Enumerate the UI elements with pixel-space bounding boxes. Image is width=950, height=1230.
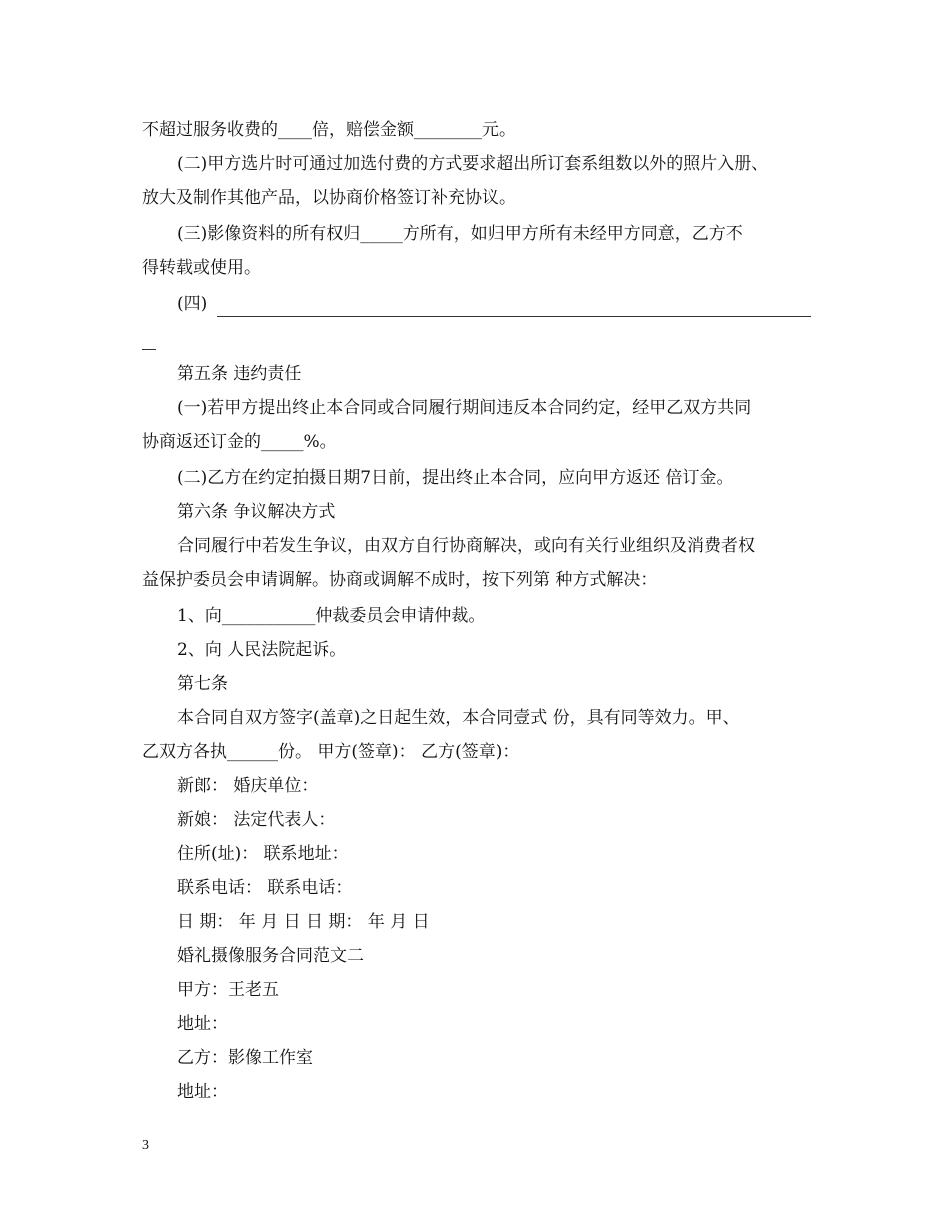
page-number: 3 [142,1138,149,1153]
text-line: 得转载或使用。 [142,258,261,278]
address-line: 地址： [177,1082,228,1102]
text-line: 乙双方各执______份。 甲方(签章)： 乙方(签章)： [142,742,520,762]
article-heading: 第五条 违约责任 [177,364,302,384]
article-heading: 第六条 争议解决方式 [177,502,336,522]
text-line: (三)影像资料的所有权归_____方所有，如归甲方所有未经甲方同意，乙方不 [177,224,743,244]
text-line: 2、向 人民法院起诉。 [177,640,347,660]
signature-field-line: 住所(址)： 联系地址： [177,844,349,864]
text-line: 合同履行中若发生争议，由双方自行协商解决，或向有关行业组织及消费者权 [177,536,755,556]
text-line: 1、向___________仲裁委员会申请仲裁。 [177,606,486,626]
article-heading: 第七条 [177,674,228,694]
text-line: (四) [177,294,208,314]
text-line: (一)若甲方提出终止本合同或合同履行期间违反本合同约定，经甲乙双方共同 [177,398,752,418]
signature-field-line: 联系电话： 联系电话： [177,878,353,898]
text-line: (二)乙方在约定拍摄日期7日前，提出终止本合同，应向甲方返还 倍订金。 [177,468,734,488]
address-line: 地址： [177,1014,228,1034]
blank-fill-line-continued [142,349,156,350]
signature-field-line: 日 期： 年 月 日 日 期： 年 月 日 [177,912,430,932]
signature-field-line: 新郎： 婚庆单位： [177,776,319,796]
text-line: 本合同自双方签字(盖章)之日起生效，本合同壹式 份，具有同等效力。甲、 [177,708,740,728]
signature-field-line: 新娘： 法定代表人： [177,810,336,830]
text-line: 放大及制作其他产品，以协商价格签订补充协议。 [142,188,516,208]
text-line: 不超过服务收费的____倍，赔偿金额________元。 [142,120,516,140]
party-a-line: 甲方：王老五 [177,980,279,1000]
party-b-line: 乙方：影像工作室 [177,1048,313,1068]
text-line: 益保护委员会申请调解。协商或调解不成时，按下列第 种方式解决： [142,570,658,590]
text-line: 协商返还订金的_____%。 [142,432,337,452]
section-title: 婚礼摄像服务合同范文二 [177,946,364,966]
text-line: (二)甲方选片时可通过加选付费的方式要求超出所订套系组数以外的照片入册、 [177,154,769,174]
blank-fill-line [217,316,811,317]
